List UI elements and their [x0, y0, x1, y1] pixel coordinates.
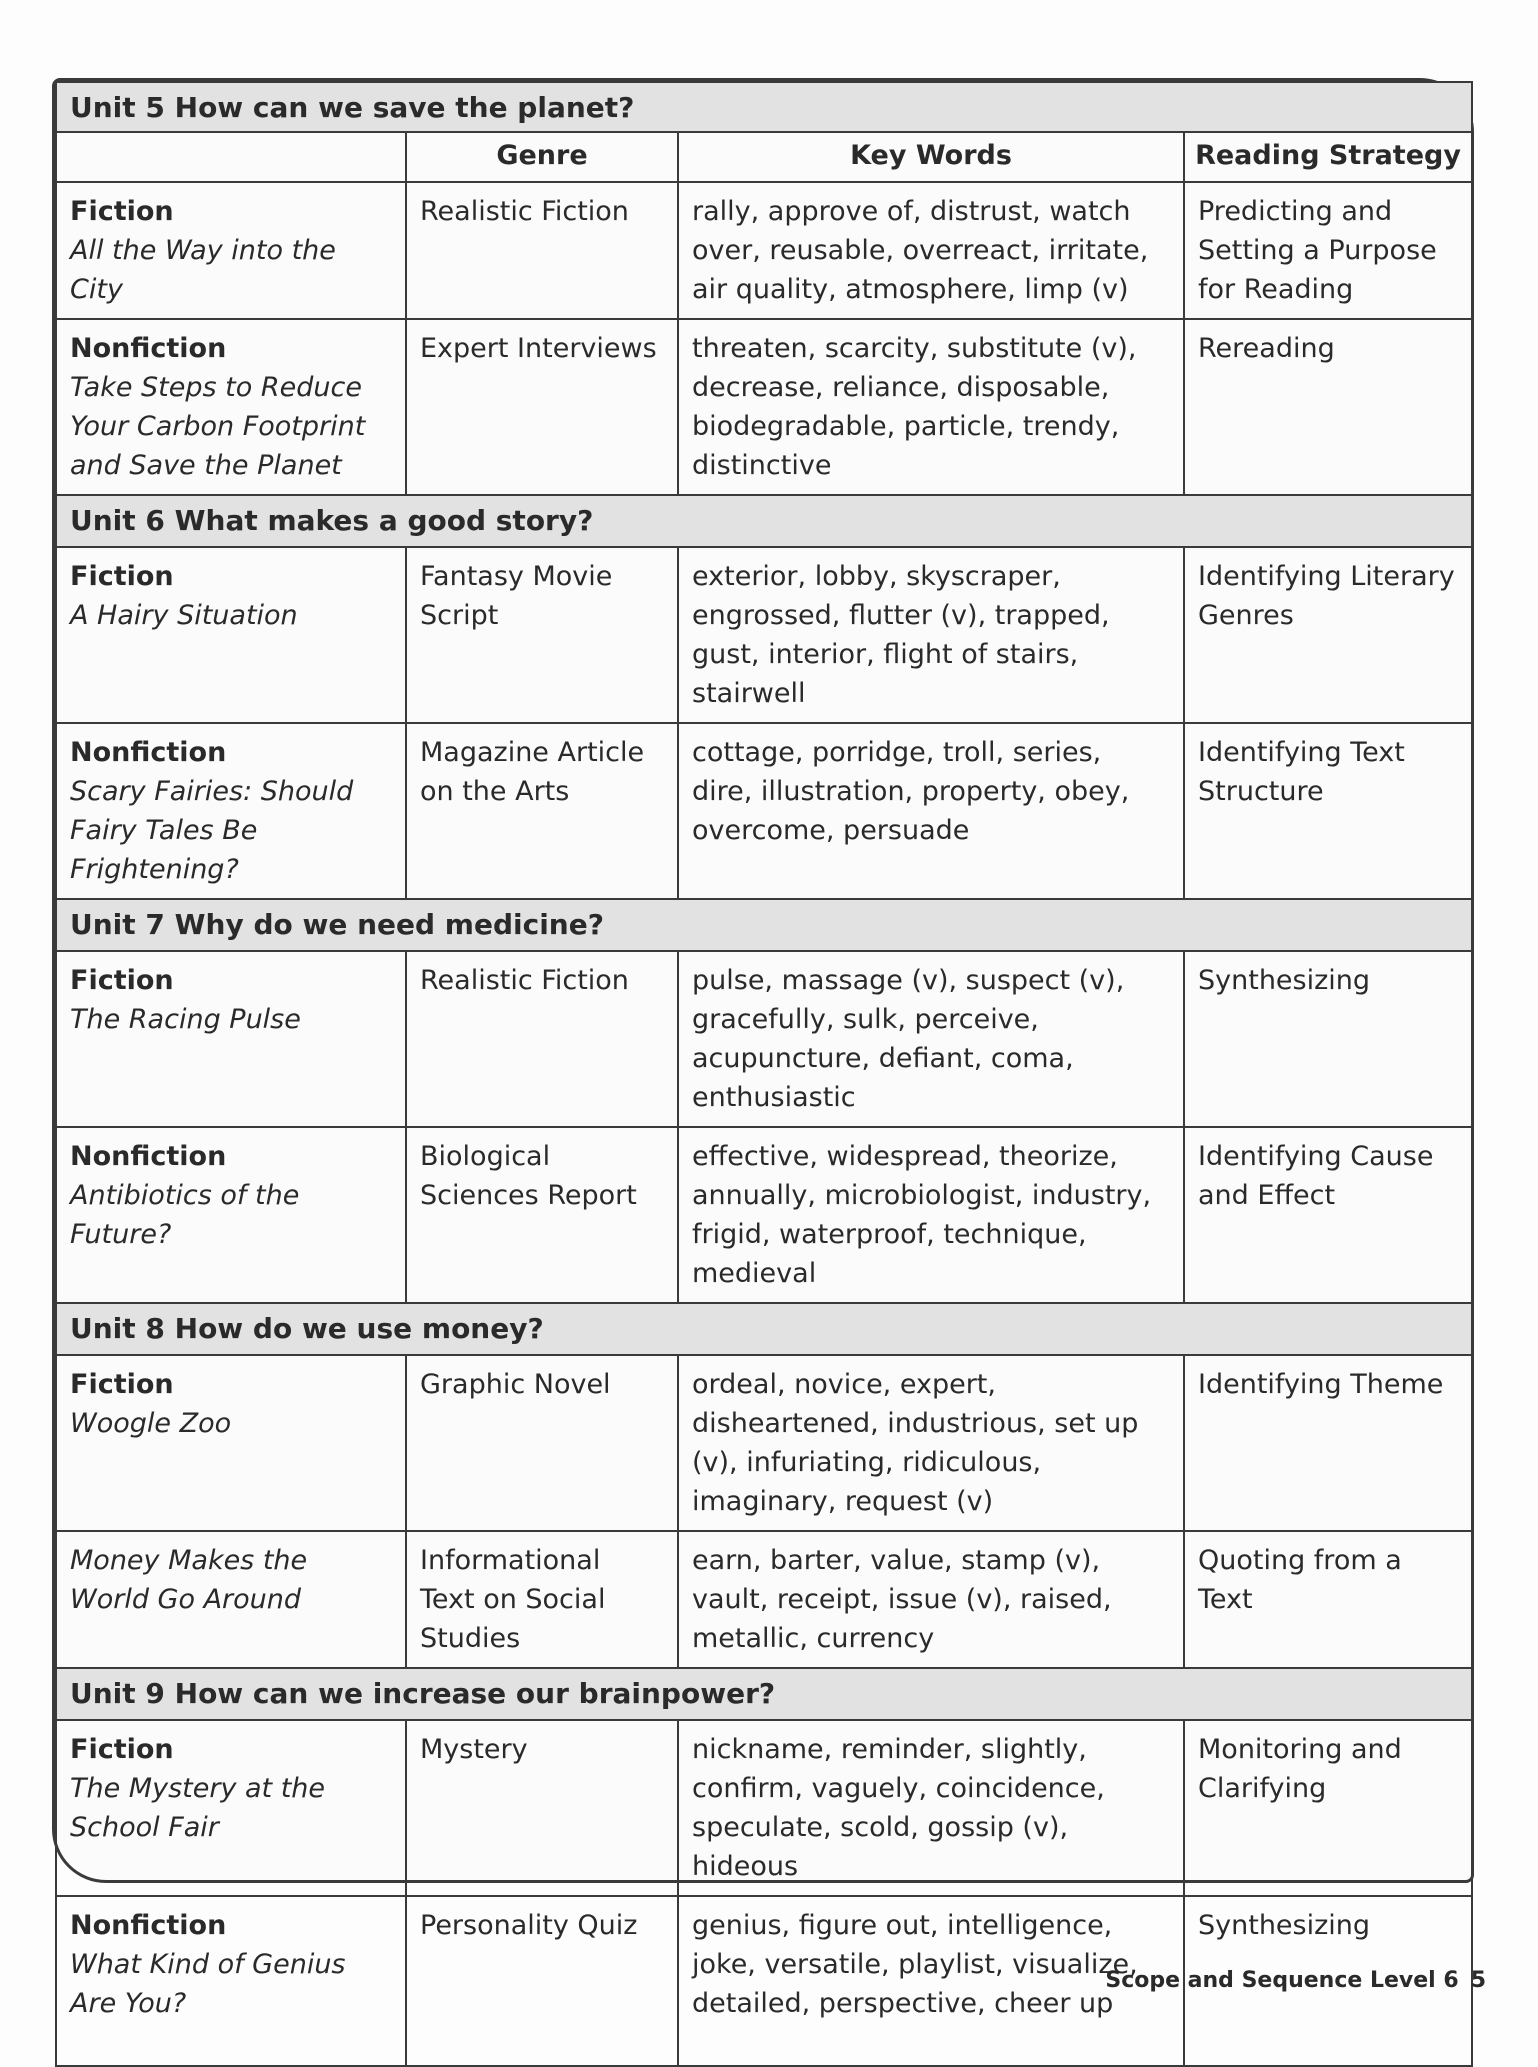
selection-type: Fiction: [70, 965, 174, 996]
table-row: [56, 319, 1472, 495]
selection-cell: [56, 1531, 406, 1668]
key-words-cell: earn, barter, value, stamp (v), vault, receipt, issue (v), raised, metallic, currency: [678, 1531, 1184, 1668]
selection-type: Fiction: [70, 1734, 174, 1765]
table-row: [56, 723, 1472, 899]
selection-title: Woogle Zoo: [70, 1408, 232, 1439]
page-number: 5: [1470, 1968, 1486, 1993]
table-row: [56, 1531, 1472, 1668]
selection-title: A Hairy Situation: [70, 600, 298, 631]
strategy-cell: Identifying Cause and Effect: [1184, 1127, 1472, 1303]
strategy-cell: Identifying Literary Genres: [1184, 547, 1472, 723]
unit-heading-row: [56, 1668, 1472, 1720]
genre-cell: Fantasy Movie Script: [406, 547, 678, 723]
unit-heading: Unit 7 Why do we need medicine?: [56, 899, 1472, 951]
strategy-cell: Monitoring and Clarifying: [1184, 1720, 1472, 1896]
key-words-cell: exterior, lobby, skyscraper, engrossed, flutter (v), trapped, gust, interior, flight of stairs, stairwell: [678, 547, 1184, 723]
genre-cell: Biological Sciences Report: [406, 1127, 678, 1303]
selection-title: The Racing Pulse: [70, 1004, 301, 1035]
unit-heading-row: [56, 495, 1472, 547]
genre-header: Genre: [406, 132, 678, 182]
key-words-cell: effective, widespread, theorize, annually, microbiologist, industry, frigid, waterproof, technique, medieval: [678, 1127, 1184, 1303]
genre-cell: Expert Interviews: [406, 319, 678, 495]
key-words-cell: ordeal, novice, expert, disheartened, industrious, set up (v), infuriating, ridiculous, imaginary, request (v): [678, 1355, 1184, 1531]
footer-label: Scope and Sequence Level 6: [1105, 1968, 1459, 1993]
unit-heading-row: [56, 82, 1472, 132]
selection-title: What Kind of Genius Are You?: [70, 1949, 346, 2019]
selection-title: Take Steps to Reduce Your Carbon Footprint and Save the Planet: [70, 372, 366, 481]
selection-cell: [56, 1127, 406, 1303]
selection-title: The Mystery at the School Fair: [70, 1773, 326, 1843]
selection-cell: [56, 951, 406, 1127]
key-words-cell: threaten, scarcity, substitute (v), decrease, reliance, disposable, biodegradable, particle, trendy, distinctive: [678, 319, 1184, 495]
strategy-cell: Quoting from a Text: [1184, 1531, 1472, 1668]
selection-cell: [56, 547, 406, 723]
table-row: [56, 1127, 1472, 1303]
genre-cell: Magazine Article on the Arts: [406, 723, 678, 899]
selection-title: Scary Fairies: Should Fairy Tales Be Frightening?: [70, 776, 354, 885]
selection-cell: [56, 1355, 406, 1531]
table-row: [56, 182, 1472, 319]
selection-type: Nonfiction: [70, 737, 227, 768]
reading-strategy-header: Reading Strategy: [1184, 132, 1472, 182]
selection-cell: [56, 723, 406, 899]
strategy-cell: Predicting and Setting a Purpose for Reading: [1184, 182, 1472, 319]
strategy-cell: Identifying Text Structure: [1184, 723, 1472, 899]
unit-heading: Unit 9 How can we increase our brainpower?: [56, 1668, 1472, 1720]
selection-cell: [56, 1896, 406, 2066]
selection-type: Fiction: [70, 196, 174, 227]
unit-heading: Unit 8 How do we use money?: [56, 1303, 1472, 1355]
page-footer: [1105, 1968, 1486, 1993]
selection-cell: [56, 319, 406, 495]
key-words-cell: nickname, reminder, slightly, confirm, vaguely, coincidence, speculate, scold, gossip (v), hideous: [678, 1720, 1184, 1896]
table-row: [56, 1355, 1472, 1531]
selection-type: Fiction: [70, 1369, 174, 1400]
selection-cell: [56, 1720, 406, 1896]
key-words-cell: rally, approve of, distrust, watch over, reusable, overreact, irritate, air quality, atmosphere, limp (v): [678, 182, 1184, 319]
selection-type: Nonfiction: [70, 1910, 227, 1941]
selection-title: All the Way into the City: [70, 235, 336, 305]
selection-title: Antibiotics of the Future?: [70, 1180, 300, 1250]
key-words-cell: cottage, porridge, troll, series, dire, illustration, property, obey, overcome, persuade: [678, 723, 1184, 899]
selection-type: Nonfiction: [70, 333, 227, 364]
selection-type: Fiction: [70, 561, 174, 592]
scope-sequence-table: [55, 81, 1473, 2067]
genre-cell: Personality Quiz: [406, 1896, 678, 2066]
key-words-cell: genius, figure out, intelligence, joke, versatile, playlist, visualize, detailed, perspective, cheer up: [678, 1896, 1184, 2066]
strategy-cell: Identifying Theme: [1184, 1355, 1472, 1531]
key-words-cell: pulse, massage (v), suspect (v), gracefully, sulk, perceive, acupuncture, defiant, coma, enthusiastic: [678, 951, 1184, 1127]
unit-heading: Unit 6 What makes a good story?: [56, 495, 1472, 547]
strategy-cell: Synthesizing: [1184, 951, 1472, 1127]
selection-title: Money Makes the World Go Around: [70, 1545, 308, 1615]
table-row: [56, 547, 1472, 723]
genre-cell: Informational Text on Social Studies: [406, 1531, 678, 1668]
genre-cell: Graphic Novel: [406, 1355, 678, 1531]
blank-header-cell: [56, 132, 406, 182]
unit-heading-row: [56, 899, 1472, 951]
strategy-cell: Rereading: [1184, 319, 1472, 495]
key-words-header: Key Words: [678, 132, 1184, 182]
genre-cell: Mystery: [406, 1720, 678, 1896]
genre-cell: Realistic Fiction: [406, 951, 678, 1127]
selection-cell: [56, 182, 406, 319]
unit-heading-row: [56, 1303, 1472, 1355]
genre-cell: Realistic Fiction: [406, 182, 678, 319]
table-row: [56, 1720, 1472, 1896]
strategy-cell: Synthesizing: [1184, 1896, 1472, 2066]
table-row: [56, 951, 1472, 1127]
column-header-row: [56, 132, 1472, 182]
unit-heading: Unit 5 How can we save the planet?: [56, 82, 1472, 132]
selection-type: Nonfiction: [70, 1141, 227, 1172]
